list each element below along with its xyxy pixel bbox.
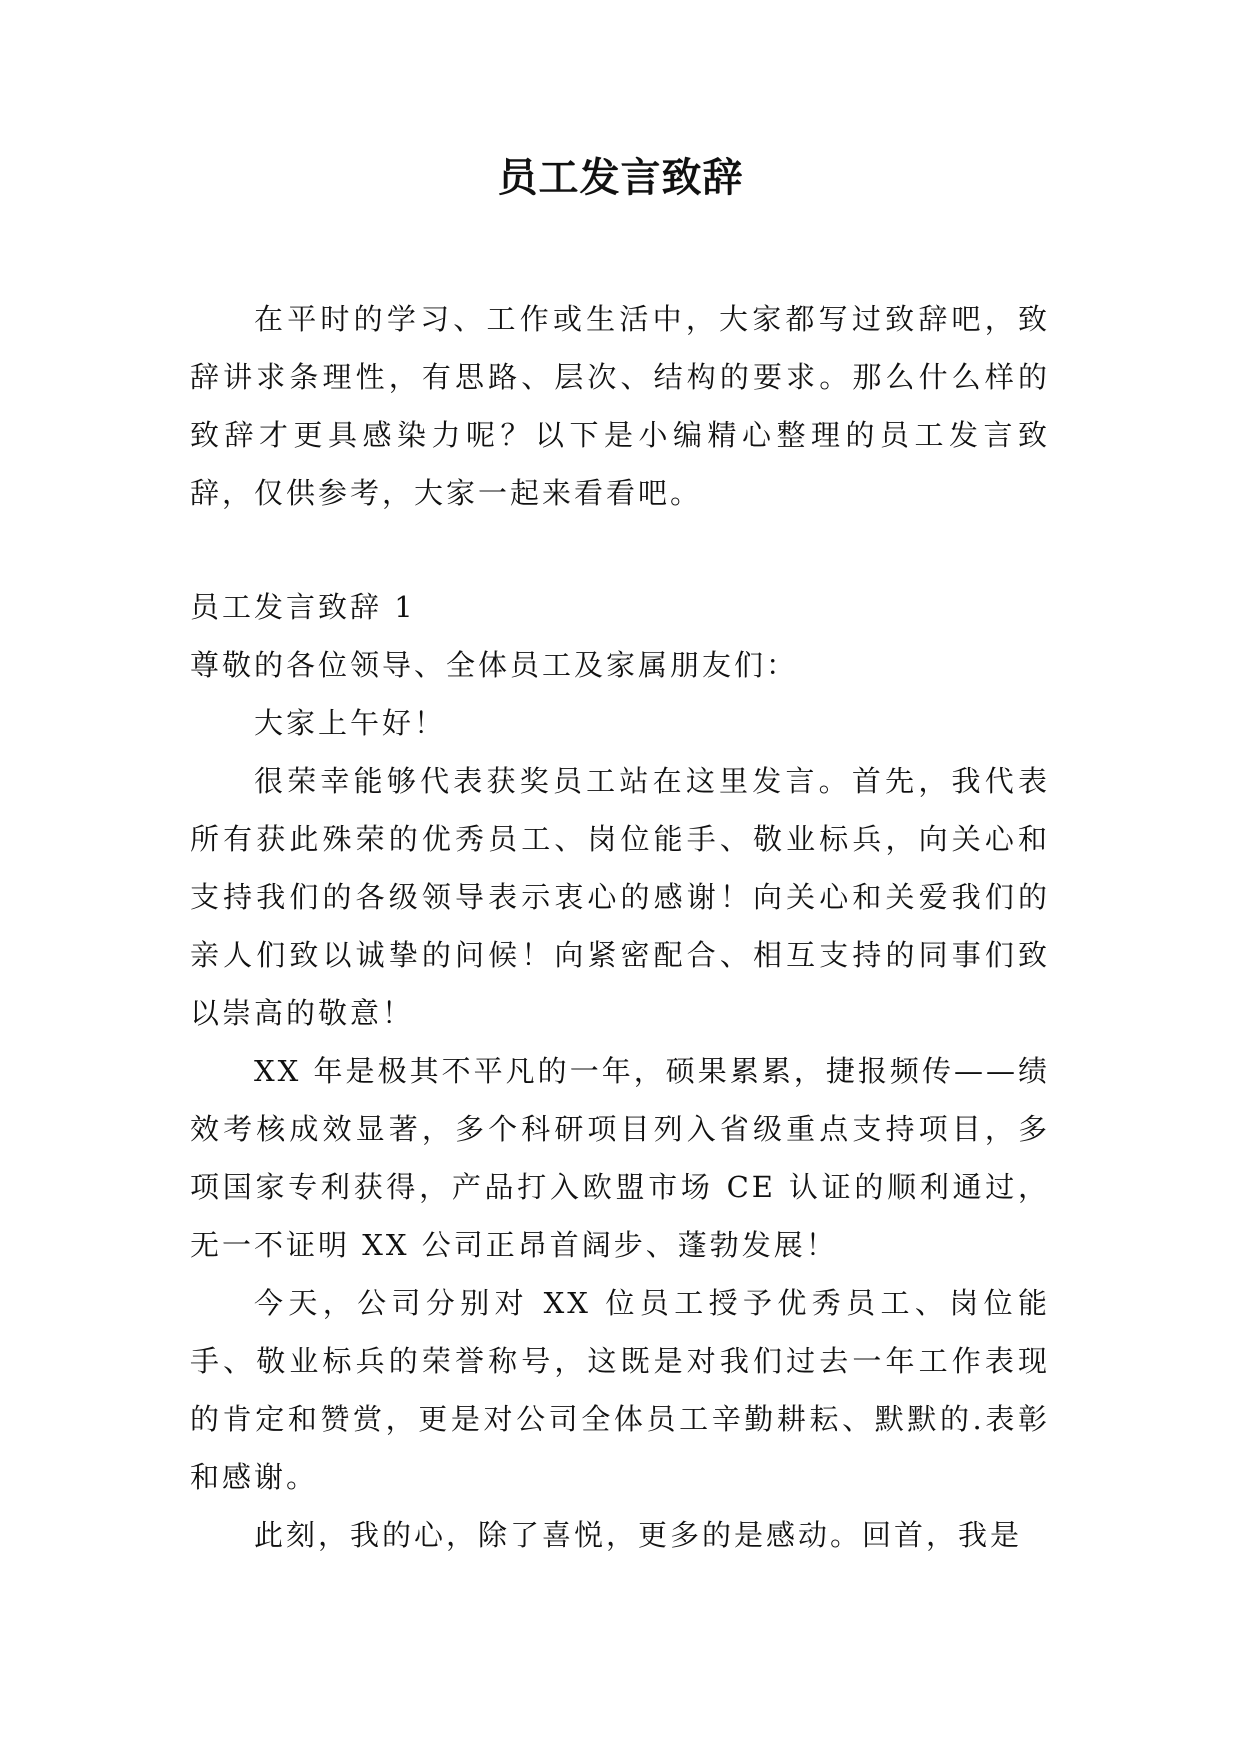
body-paragraph: 很荣幸能够代表获奖员工站在这里发言。首先，我代表所有获此殊荣的优秀员工、岗位能手、敬业标兵，向关心和支持我们的各级领导表示衷心的感谢！向关心和关爱我们的亲人们致以诚挚的问候！向紧密配合、相互支持的同事们致以崇高的敬意！ [190,764,1050,1030]
body-paragraph: XX 年是极其不平凡的一年，硕果累累，捷报频传——绩效考核成效显著，多个科研项目列入省级重点支持项目，多项国家专利获得，产品打入欧盟市场 CE 认证的顺利通过，无一不证明 XX 公司正昂首阔步、蓬勃发展！ [190,1054,1050,1262]
greeting: 大家上午好！ [254,706,447,740]
body-paragraph: 此刻，我的心，除了喜悦，更多的是感动。回首，我是 [254,1518,1023,1552]
body-paragraph: 今天，公司分别对 XX 位员工授予优秀员工、岗位能手、敬业标兵的荣誉称号，这既是对我们过去一年工作表现的肯定和赞赏，更是对公司全体员工辛勤耕耘、默默的.表彰和感谢。 [190,1286,1050,1494]
intro-paragraph: 在平时的学习、工作或生活中，大家都写过致辞吧，致辞讲求条理性，有思路、层次、结构的要求。那么什么样的致辞才更具感染力呢？以下是小编精心整理的员工发言致辞，仅供参考，大家一起来看看吧。 [190,302,1050,510]
salutation: 尊敬的各位领导、全体员工及家属朋友们： [190,648,799,682]
section-spacer [190,522,1050,578]
document-body [190,290,1050,1564]
section-heading: 员工发言致辞 1 [190,590,416,624]
document-title: 员工发言致辞 [497,155,744,201]
